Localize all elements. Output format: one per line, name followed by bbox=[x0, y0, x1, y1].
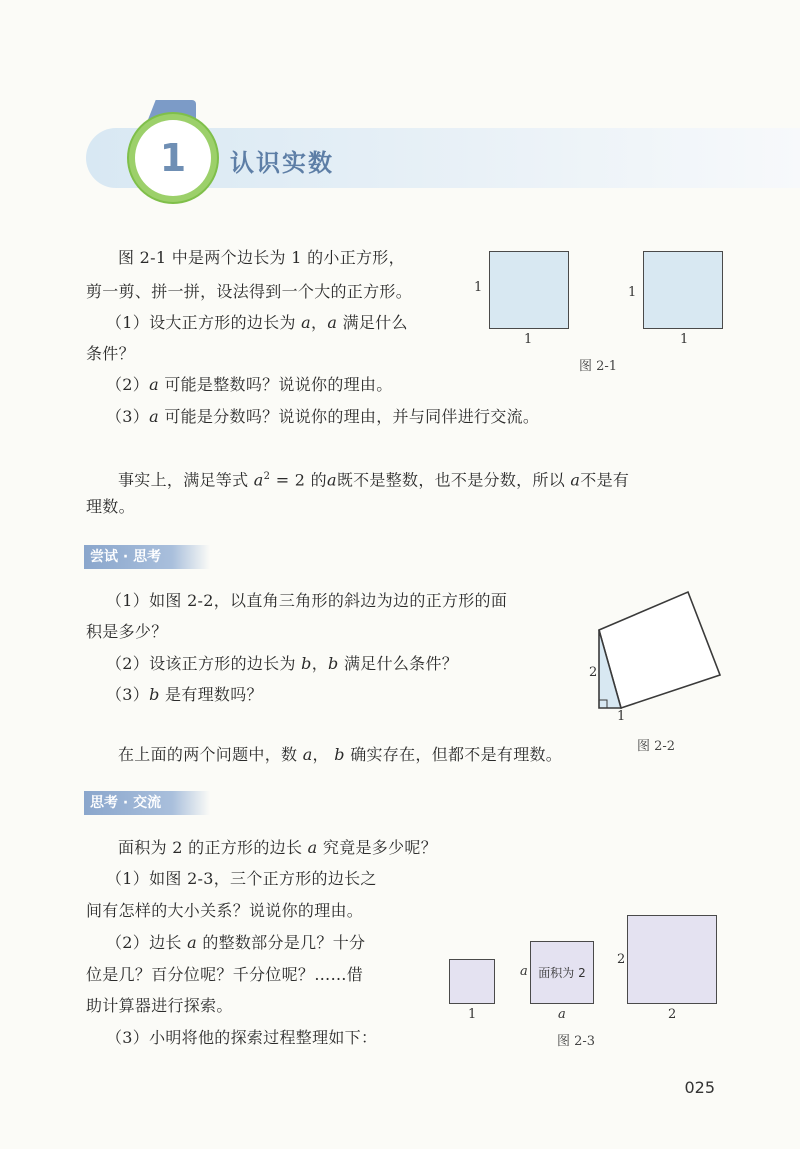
s2-intro: 面积为 2 的正方形的边长 a 究竟是多少呢？ bbox=[118, 838, 437, 857]
fig23-square-medium bbox=[530, 941, 594, 1004]
fig21-right-side-label: 1 bbox=[628, 285, 637, 300]
section-label-try-think: 尝试 · 思考 bbox=[84, 545, 210, 569]
s1-question-2: （2）设该正方形的边长为 b，b 满足什么条件？ bbox=[106, 654, 459, 673]
question-3: （3）a 可能是分数吗？说说你的理由，并与同伴进行交流。 bbox=[106, 407, 540, 426]
fig21-right-bottom-label: 1 bbox=[680, 332, 689, 347]
fig23-medium-bottom-label: a bbox=[558, 1007, 566, 1022]
s2-question-2-cont2: 助计算器进行探索。 bbox=[86, 996, 233, 1015]
fig21-left-bottom-label: 1 bbox=[524, 332, 533, 347]
fig23-large-side-label: 2 bbox=[617, 952, 626, 967]
fact-line-1: 事实上，满足等式 $a^2 = 2$ 的a既不是整数，也不是分数，所以 a不是有 bbox=[118, 470, 630, 490]
fig22-diagram bbox=[585, 585, 735, 725]
fig23-medium-inner-label: 面积为 2 bbox=[538, 966, 586, 980]
s1-conclusion: 在上面的两个问题中，数 a， b 确实存在，但都不是有理数。 bbox=[118, 745, 563, 764]
fig22-hypotenuse-square bbox=[599, 592, 720, 708]
intro-line-2: 剪一剪、拼一拼，设法得到一个大的正方形。 bbox=[86, 282, 413, 301]
fig22-bottom-label: 1 bbox=[617, 709, 626, 724]
s1-question-1: （1）如图 2-2，以直角三角形的斜边为边的正方形的面 bbox=[106, 591, 508, 610]
fact-line-2: 理数。 bbox=[86, 497, 135, 516]
fig21-left-side-label: 1 bbox=[474, 280, 483, 295]
section-title: 认识实数 bbox=[230, 149, 334, 177]
fig22-caption: 图 2-2 bbox=[637, 739, 676, 754]
s2-question-1: （1）如图 2-3，三个正方形的边长之 bbox=[106, 869, 377, 888]
fig23-caption: 图 2-3 bbox=[557, 1034, 596, 1049]
fig21-square-right bbox=[643, 251, 723, 329]
fig23-medium-side-label: a bbox=[520, 964, 528, 979]
page-number: 025 bbox=[684, 1078, 715, 1097]
question-2: （2）a 可能是整数吗？说说你的理由。 bbox=[106, 375, 393, 394]
s2-question-2-cont: 位是几？百分位呢？千分位呢？……借 bbox=[86, 965, 364, 984]
section-number: 1 bbox=[159, 136, 187, 180]
fig22-side-label: 2 bbox=[589, 665, 598, 680]
fig23-small-label: 1 bbox=[468, 1007, 477, 1022]
section-label-think-discuss: 思考 · 交流 bbox=[84, 791, 210, 815]
s1-question-1-cont: 积是多少？ bbox=[86, 622, 168, 641]
section-number-badge bbox=[135, 120, 211, 196]
fig23-square-large bbox=[627, 915, 717, 1004]
fig23-square-small bbox=[449, 959, 495, 1004]
s1-question-3: （3）b 是有理数吗？ bbox=[106, 685, 263, 704]
intro-line-1: 图 2-1 中是两个边长为 1 的小正方形， bbox=[118, 248, 405, 267]
question-1-cont: 条件？ bbox=[86, 344, 135, 363]
s2-question-1-cont: 间有怎样的大小关系？说说你的理由。 bbox=[86, 901, 364, 920]
fig21-caption: 图 2-1 bbox=[579, 359, 618, 374]
fig23-large-bottom-label: 2 bbox=[668, 1007, 677, 1022]
s2-question-3: （3）小明将他的探索过程整理如下： bbox=[106, 1028, 378, 1047]
question-1: （1）设大正方形的边长为 a，a 满足什么 bbox=[106, 313, 408, 332]
s2-question-2: （2）边长 a 的整数部分是几？十分 bbox=[106, 933, 366, 952]
fig21-square-left bbox=[489, 251, 569, 329]
